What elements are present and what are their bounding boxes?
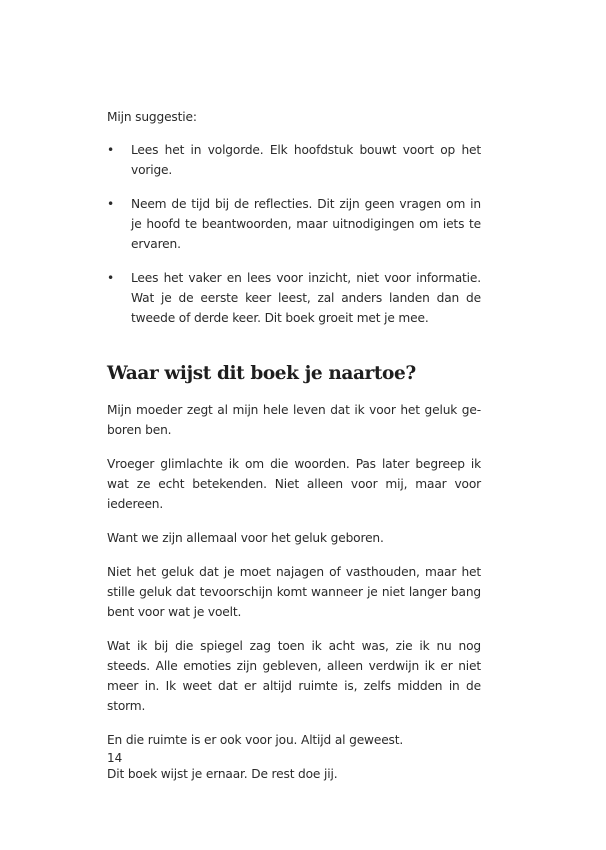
bullet-icon: • <box>107 197 115 211</box>
page-body <box>107 107 481 798</box>
suggestion-list <box>107 140 481 328</box>
list-item <box>107 194 481 254</box>
paragraph: Mijn moeder zegt al mijn hele leven dat ik voor het geluk ge-boren ben. <box>107 403 481 437</box>
bullet-icon: • <box>107 271 115 285</box>
list-item-text: Lees het vaker en lees voor inzicht, niet voor informatie. Wat je de eerste keer leest, zal anders landen dan de tweede of derde keer. Dit boek groeit met je mee. <box>131 271 481 325</box>
paragraph: En die ruimte is er ook voor jou. Altijd al geweest. <box>107 733 404 747</box>
paragraph: Want we zijn allemaal voor het geluk geboren. <box>107 531 384 545</box>
paragraph: Niet het geluk dat je moet najagen of vasthouden, maar het stille geluk dat tevoorschijn komt wanneer je niet langer bang bent voor wat je voelt. <box>107 565 481 619</box>
list-item <box>107 140 481 180</box>
list-item <box>107 268 481 328</box>
paragraph: Vroeger glimlachte ik om die woorden. Pas later begreep ik wat ze echt betekenden. Niet alleen voor mij, maar voor iedereen. <box>107 457 481 511</box>
intro-text: Mijn suggestie: <box>107 110 197 124</box>
list-item-text: Lees het in volgorde. Elk hoofdstuk bouwt voort op het vorige. <box>131 143 481 177</box>
page-number: 14 <box>107 751 123 765</box>
section-heading: Waar wijst dit boek je naartoe? <box>107 363 416 384</box>
paragraph: Wat ik bij die spiegel zag toen ik acht was, zie ik nu nog steeds. Alle emoties zijn gebleven, alleen verdwijn ik er niet meer in. Ik weet dat er altijd ruimte is, zelfs midden in de storm. <box>107 639 481 713</box>
list-item-text: Neem de tijd bij de reflecties. Dit zijn geen vragen om in je hoofd te beantwoorden, maar uitnodigingen om iets te ervaren. <box>131 197 481 251</box>
bullet-icon: • <box>107 143 115 157</box>
paragraph: Dit boek wijst je ernaar. De rest doe jij. <box>107 767 338 781</box>
